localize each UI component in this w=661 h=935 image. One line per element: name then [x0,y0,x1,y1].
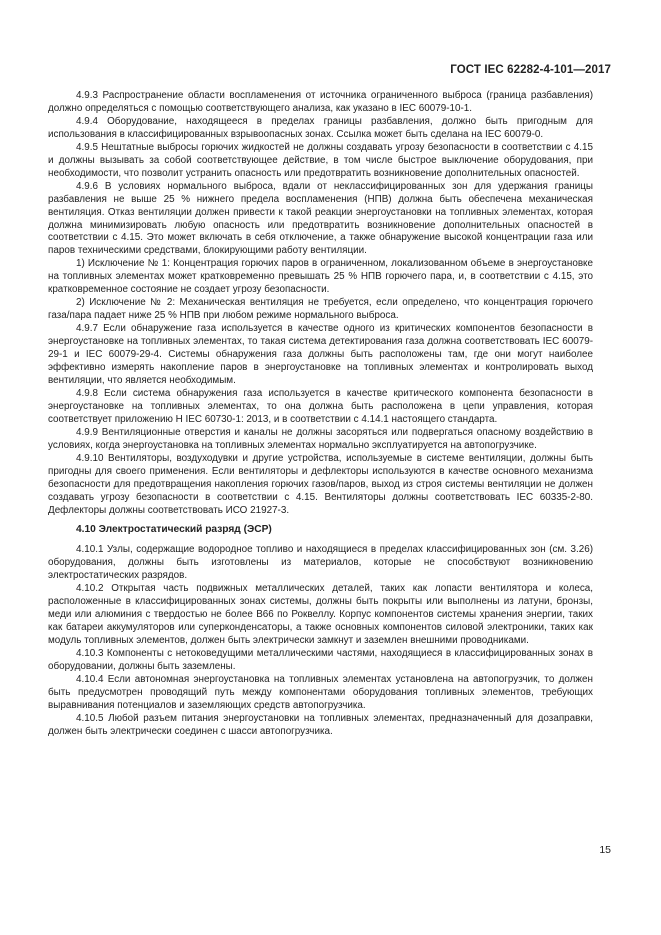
paragraph-4-10-1: 4.10.1 Узлы, содержащие водородное топливо и находящиеся в пределах классифицированных зон (см. 3.26) оборудования, должны быть изготовлены из материалов, которые не способствуют возникновению электростатических разрядов. [48,544,593,582]
paragraph-4-9-3: 4.9.3 Распространение области воспламенения от источника ограниченного выброса (граница разбавления) должно определяться с помощью соответствующего анализа, как указано в IEC 60079-10-1. [48,90,593,114]
section-title: 4.10 Электростатический разряд (ЭСР) [76,524,272,536]
paragraph-4-10-4: 4.10.4 Если автономная энергоустановка на топливных элементах установлена на автопогрузчик, то должен быть предусмотрен проводящий путь между компонентами оборудования топливных элементов, требующих выравнивания потенциалов и заземляющих средств автопогрузчика. [48,673,593,711]
paragraph-4-9-9: 4.9.9 Вентиляционные отверстия и каналы не должны засоряться или подвергаться опасному воздействию в условиях, когда энергоустановка на топливных элементах нормально эксплуатируется на автопогрузчике. [48,426,593,451]
exception-1: 1) Исключение № 1: Концентрация горючих паров в ограниченном, локализованном объеме в энергоустановке на топливных элементах может кратковременно превышать 25 % НПВ горючего пара, и, в соответствии с 4.15, это кратковременное состояние не создает угрозу безопасности. [48,258,593,296]
paragraph-4-9-5: 4.9.5 Нештатные выбросы горючих жидкостей не должны создавать угрозу безопасности в соответствии с 4.15 и должны вызывать за собой соответствующее действие, в том числе быстрое выключение оборудования, при необходимости, что позволит устранить опасность или предотвратить возникновение дополнительных опасностей. [48,141,593,179]
page-body [48,90,593,739]
page-number: 15 [599,844,611,856]
document-code-header: ГОСТ IEC 62282-4-101—2017 [450,64,611,76]
exception-2: 2) Исключение № 2: Механическая вентиляция не требуется, если определено, что концентрация горючего газа/пара падает ниже 25 % НПВ при любом режиме нормального выброса. [48,297,593,322]
paragraph-4-10-5: 4.10.5 Любой разъем питания энергоустановки на топливных элементах, предназначенный для дозаправки, должен быть электрически соединен с шасси автопогрузчика. [48,712,593,737]
paragraph-4-9-6: 4.9.6 В условиях нормального выброса, вдали от неклассифицированных зон для удержания границы разбавления не выше 25 % нижнего предела воспламенения (НПВ) должна быть обеспечена механическая вентиляция. Отказ вентиляции должен привести к такой реакции энергоустановки на топливных элементах, которая должна минимизировать любую опасность или предотвратить возникновение дополнительных опасностей в соответствии с 4.15. Это может включать в себя отключение, а также обнаружение высокой концентрации газа или паров техническими средствами, блокирующими работу вентиляции. [48,180,593,257]
paragraph-4-9-10: 4.9.10 Вентиляторы, воздуходувки и другие устройства, используемые в системе вентиляции, должны быть пригодны для своего применения. Если вентиляторы и дефлекторы используются в качестве основного механизма безопасности для предотвращения накопления горючих газов/паров, выход из строя системы вентиляции не должен создавать угрозу безопасности в соответствии с 4.15. Вентиляторы должны соответствовать IEC 60335-2-80. Дефлекторы должны соответствовать ИСО 21927-3. [48,452,593,516]
paragraph-4-9-7: 4.9.7 Если обнаружение газа используется в качестве одного из критических компонентов безопасности в энергоустановке на топливных элементах, то такая система детектирования газа должна соответствовать IEC 60079-29-1 и IEC 60079-29-4. Системы обнаружения газа должны быть расположены там, где они могут наиболее эффективно измерять накопление паров в энергоустановке на топливных элементах и контролировать выход вентиляции, что является необходимым. [48,323,593,386]
paragraph-4-9-4: 4.9.4 Оборудование, находящееся в пределах границы разбавления, должно быть пригодным для использования в классифицированных взрывоопасных зонах. Ссылка может быть сделана на IEC 60079-0. [48,115,593,140]
paragraph-4-10-3: 4.10.3 Компоненты с нетоковедущими металлическими частями, находящиеся в классифицированных зонах в оборудовании, должны быть заземлены. [48,648,593,672]
paragraph-4-9-8: 4.9.8 Если система обнаружения газа используется в качестве критического компонента безопасности в энергоустановке на топливных элементах, то она должна быть расположена в цепи управления, которая соответствует приложению H IEC 60730-1: 2013, и в соответствии с 4.14.1 настоящего стандарта. [48,387,593,425]
paragraph-4-10-2: 4.10.2 Открытая часть подвижных металлических деталей, таких как лопасти вентилятора и колеса, расположенные в классифицированных зонах системы, должны быть покрыты или выполнены из латуни, бронзы, меди или алюминия с твердостью не более B66 по Роквеллу. Корпус компонентов системы хранения энергии, таких как батареи аккумуляторов или суперконденсаторы, а также основных компонентов силовой электроники, таких как модуль топливных элементов, должен быть электрически замкнут и заземлен внешними проводниками. [48,583,593,647]
